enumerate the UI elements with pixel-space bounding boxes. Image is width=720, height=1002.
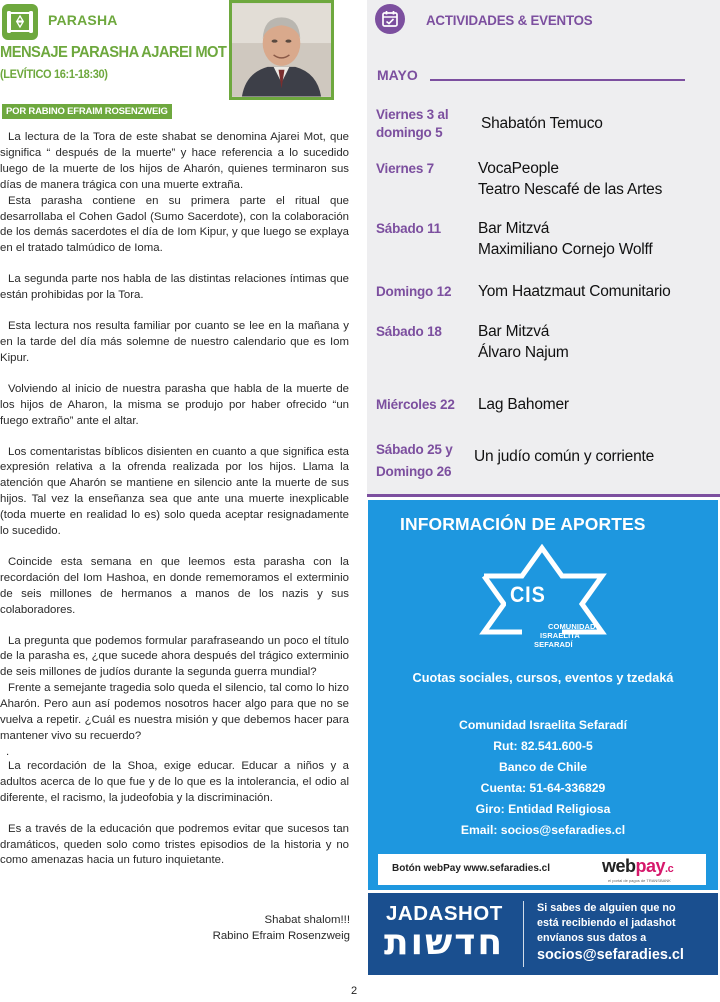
jadashot-logo-hebrew: חדשות	[384, 922, 505, 963]
event-date: Viernes 7	[376, 161, 434, 176]
paragraph: Esta lectura nos resulta familiar por cuanto se lee en la mañana y en la tarde del día más solemne de nuestro calendario que es Iom Kipur.	[0, 320, 349, 364]
event-name: Bar Mitzvá Maximiliano Cornejo Wolff	[478, 220, 653, 258]
signoff-author: Rabino Efraim Rosenzweig	[212, 930, 350, 942]
bank-details	[368, 715, 718, 841]
aportes-panel	[368, 500, 718, 890]
bank-line: Banco de Chile	[498, 760, 588, 774]
event-name: Bar Mitzvá Álvaro Najum	[478, 323, 569, 361]
paragraph: La segunda parte nos habla de las distintas relaciones íntimas que están prohibidas por la Tora.	[0, 273, 349, 302]
jadashot-email[interactable]: socios@sefaradies.cl	[537, 947, 684, 963]
event-name: Lag Bahomer	[478, 396, 569, 413]
jadashot-message: Si sabes de alguien que no está recibiendo el jadashot envíanos sus datos a	[537, 902, 676, 944]
logo-line: SEFARADÍ	[534, 640, 573, 649]
aportes-title: INFORMACIÓN DE APORTES	[400, 514, 646, 534]
cis-logo	[462, 544, 622, 656]
article-body	[0, 130, 349, 869]
bank-line: Comunidad Israelita Sefaradí	[459, 718, 627, 732]
logo-line: COMUNIDAD	[548, 622, 596, 631]
paragraph: Volviendo al inicio de nuestra parasha que habla de la muerte de los hijos de Aharon, la misma se produjo por haber ofrecido “un fuego extraño” ante el altar.	[0, 382, 349, 427]
parasha-column	[0, 0, 352, 1002]
paragraph: Es a través de la educación que podremos evitar que sucesos tan dramáticos, queden solo como tristes episodios de la historia y no como amenazas hacia un futuro inquietante.	[0, 822, 349, 867]
event-name: Un judío común y corriente	[474, 448, 655, 465]
bank-email[interactable]: Email: socios@sefaradies.cl	[460, 823, 626, 837]
article-title: MENSAJE PARASHA AJAREI MOT	[0, 44, 227, 61]
event-name: Yom Haatzmaut Comunitario	[478, 283, 671, 300]
logo-line: ISRAELITA	[540, 631, 580, 640]
calendar-icon	[375, 4, 405, 34]
webpay-button[interactable]	[378, 854, 706, 885]
event-name: Shabatón Temuco	[481, 115, 603, 132]
author-tag: POR RABINO EFRAIM ROSENZWEIG	[2, 104, 172, 119]
events-section-label: ACTIVIDADES & EVENTOS	[426, 12, 593, 28]
divider	[523, 901, 524, 967]
jadashot-banner	[368, 893, 718, 975]
events-panel	[367, 0, 720, 497]
event-date: Sábado 18	[376, 324, 442, 339]
signoff	[130, 912, 350, 944]
paragraph: .	[6, 745, 10, 758]
event-date: Sábado 25 y Domingo 26	[376, 442, 453, 479]
torah-scroll-icon	[2, 4, 38, 40]
paragraph: La recordación de la Shoa, exige educar. Educar a niños y a adultos acerca de lo que fue y de lo que es la intolerancia, el odio al diferente, el racismo, la judeofobia y la discriminación.	[0, 759, 349, 804]
event-date: Domingo 12	[376, 284, 452, 299]
rabbi-portrait	[229, 0, 334, 100]
paragraph: La pregunta que podemos formular parafraseando un poco el título de la parasha es, ¿que sucede ahora después del trágico exterminio de seis millones de judíos durante la segunda guerra mundial?	[0, 634, 349, 679]
page-number: 2	[351, 985, 358, 997]
jadashot-logo-latin: JADASHOT	[386, 902, 503, 925]
bank-line: Cuenta: 51-64-336829	[480, 781, 606, 795]
event-name: VocaPeople Teatro Nescafé de las Artes	[478, 160, 663, 198]
paragraph: Esta parasha contiene en su primera parte el ritual que desarrollaba el Cohen Gadol (Sumo Sacerdote), con la colaboración de los demás sacerdotes el día de Iom Kipur, y que luego se explaya en el tratado talmúdico de Ioma.	[0, 194, 349, 255]
signoff-greeting: Shabat shalom!!!	[264, 914, 350, 926]
bank-line: Rut: 82.541.600-5	[493, 739, 593, 753]
webpay-label: Botón webPay www.sefaradies.cl	[392, 863, 551, 874]
bank-line: Giro: Entidad Religiosa	[475, 802, 611, 816]
section-label: PARASHA	[48, 12, 118, 28]
webpay-logo: webpay.c	[602, 856, 674, 876]
event-date: Sábado 11	[376, 221, 441, 236]
paragraph: Frente a semejante tragedia solo queda el silencio, tal como lo hizo Aharón. Pero aun así podemos nosotros hacer algo para que no se vuelva a repetir. ¿Cuál es nuestra misión y que debemos hacer para mantener vivo su recuerdo?	[0, 682, 349, 742]
month-divider	[430, 79, 685, 81]
paragraph: Coincide esta semana en que leemos esta parasha con la recordación del Iom Hashoa, en donde rememoramos el exterminio de seis millones de hermanos a manos de los nazis y sus colaboradores.	[0, 555, 349, 616]
webpay-subtitle: el portal de pagos de TRANSBANK	[608, 878, 671, 883]
article-subtitle: (LEVÍTICO 16:1-18:30)	[0, 67, 108, 81]
logo-word: CIS	[509, 582, 546, 607]
paragraph: Los comentaristas bíblicos disienten en cuanto a que significa esta expresión relativa a la ofrenda realizada por los hijos. Llama la atención que Aharón se mantiene en silencio ante la muerte de sus hijos. Tal vez la enseñanza sea que ante una muerte inexplicable (toda muerte en realidad lo es) solo queda aceptar resignadamente lo sucedido.	[0, 445, 349, 538]
paragraph: La lectura de la Tora de este shabat se denomina Ajarei Mot, que significa “ después de la muerte” y hace referencia a lo sucedido luego de la muerte de los hijos de Aharón, quienes terminaron sus días de manera trágica con una muerte extraña.	[0, 131, 349, 191]
event-date: Miércoles 22	[376, 397, 455, 412]
aportes-tagline: Cuotas sociales, cursos, eventos y tzedaká	[412, 671, 674, 685]
month-label: MAYO	[377, 67, 418, 83]
event-date: Viernes 3 al domingo 5	[376, 107, 449, 140]
